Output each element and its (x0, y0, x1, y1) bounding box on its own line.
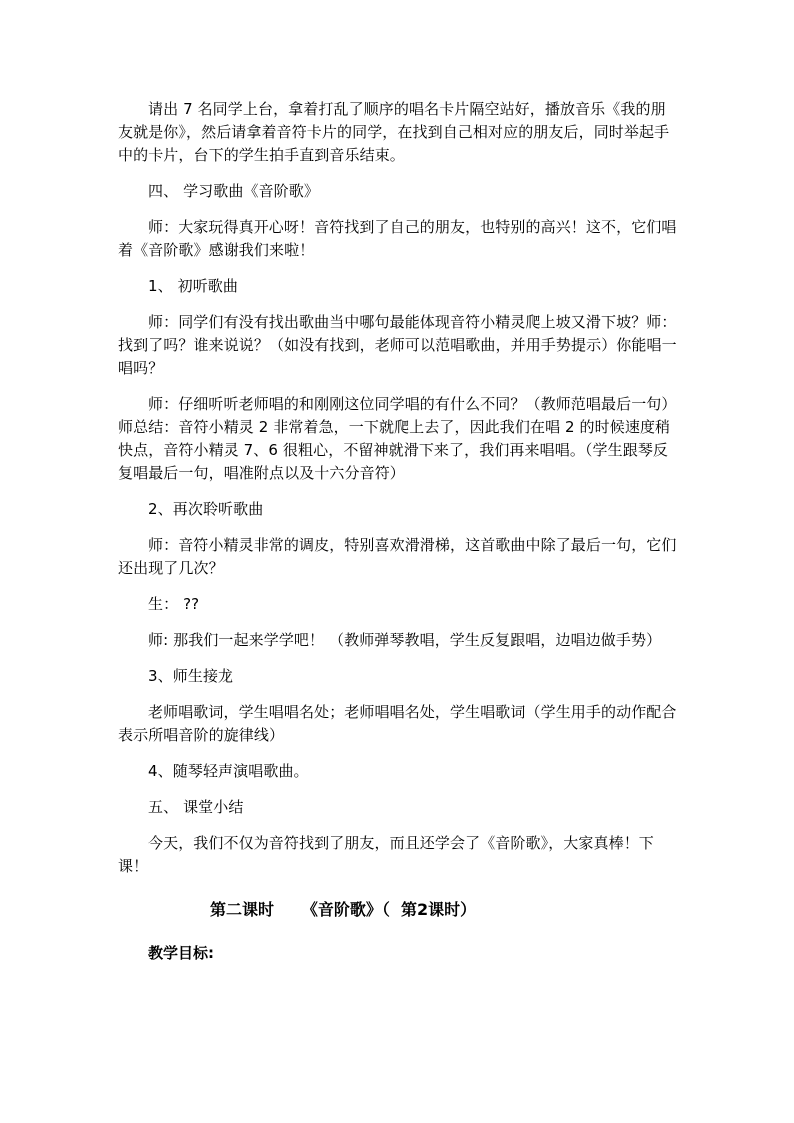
paragraph-teacher-intro: 师：大家玩得真开心呀！音符找到了自己的朋友，也特别的高兴！这不，它们唱着《音阶歌》感谢我们来啦！ (118, 218, 677, 259)
objectives-heading: 教学目标: (148, 944, 214, 962)
paragraph-slide-question: 师：音符小精灵非常的调皮，特别喜欢滑滑梯，这首歌曲中除了最后一句，它们还出现了几次？ (118, 536, 677, 577)
paragraph-student-answer: 生： ?? (148, 595, 200, 613)
paragraph-teacher-compare: 师：仔细听听老师唱的和刚刚这位同学唱的有什么不同？（教师范唱最后一句） 师总结：音符小精灵 2 非常着急，一下就爬上去了，因此我们在唱 2 的时候速度稍快点，音符小精灵 7、6 很粗心，不留神就滑下来了，我们再来唱唱。（学生跟琴反复唱最后一句，唱准附点以及十六分音符） (118, 395, 677, 482)
step-first-listen: 1、 初听歌曲 (148, 277, 239, 295)
step-sing-with-piano: 4、随琴轻声演唱歌曲。 (148, 762, 309, 780)
lesson-heading: 第二课时 《音阶歌》（ 第2课时） (210, 900, 477, 919)
paragraph-summary: 今天，我们不仅为音符找到了朋友，而且还学会了《音阶歌》，大家真棒！下课！ (118, 834, 654, 875)
paragraph-call-response: 老师唱歌词，学生唱唱名处；老师唱唱名处，学生唱歌词（学生用手的动作配合 表示所唱音阶的旋律线） (118, 703, 677, 744)
step-second-listen: 2、再次聆听歌曲 (148, 500, 264, 518)
paragraph-intro-activity: 请出 7 名同学上台，拿着打乱了顺序的唱名卡片隔空站好，播放音乐《我的朋友就是你》，然后请拿着音符卡片的同学，在找到自己相对应的朋友后，同时举起手中的卡片，台下的学生拍手直到音乐结束。 (118, 100, 670, 164)
section-heading-summary: 五、 课堂小结 (148, 798, 244, 816)
section-heading-learn-song: 四、 学习歌曲《音阶歌》 (148, 182, 319, 200)
step-call-response: 3、师生接龙 (148, 667, 234, 685)
paragraph-first-listen: 师：同学们有没有找出歌曲当中哪句最能体现音符小精灵爬上坡又滑下坡？师：找到了吗？谁来说说？（如没有找到，老师可以范唱歌曲，并用手势提示）你能唱一唱吗？ (118, 313, 677, 377)
paragraph-learn-together: 师: 那我们一起来学学吧！ （教师弹琴教唱，学生反复跟唱，边唱边做手势） (148, 631, 662, 649)
document-body (118, 98, 678, 965)
